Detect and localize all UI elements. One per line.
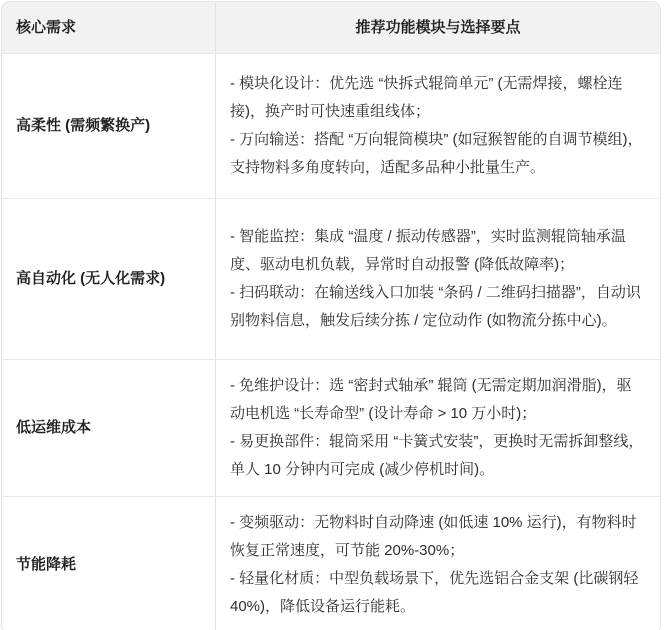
requirement-label: 低运维成本 xyxy=(16,419,92,436)
requirement-label: 节能降耗 xyxy=(16,556,77,573)
bullet-line: - 易更换部件：辊筒采用 “卡簧式安装”，更换时无需拆卸整线，单人 10 分钟内可完成 (减少停机时间)。 xyxy=(230,433,644,478)
bullet-line: - 模块化设计：优先选 “快拆式辊筒单元” (无需焊接，螺栓连接)，换产时可快速重组线体； xyxy=(230,75,623,120)
bullet-line: - 变频驱动：无物料时自动降速 (如低速 10% 运行)，有物料时恢复正常速度，可节能 20%-30%； xyxy=(230,514,637,559)
bullet-line: - 万向输送：搭配 “万向辊筒模块” (如冠猴智能的自调节模组)，支持物料多角度转向，适配多品种小批量生产。 xyxy=(230,131,643,176)
requirement-cell xyxy=(2,199,216,359)
bullet-line: - 免维护设计：选 “密封式轴承” 辊筒 (无需定期加润滑脂)，驱动电机选 “长寿命型” (设计寿命 > 10 万小时)； xyxy=(230,377,632,422)
requirement-label: 高自动化 (无人化需求) xyxy=(16,270,166,287)
bullet-line: - 扫码联动：在输送线入口加装 “条码 / 二维码扫描器”，自动识别物料信息，触发后续分拣 / 定位动作 (如物流分拣中心)。 xyxy=(230,284,641,329)
details-cell xyxy=(216,199,660,359)
requirement-label: 高柔性 (需频繁换产) xyxy=(16,117,151,134)
bullet-line: - 轻量化材质：中型负载场景下，优先选铝合金支架 (比碳钢轻 40%)，降低设备运行能耗。 xyxy=(230,570,639,615)
details-cell xyxy=(216,54,660,198)
requirements-table xyxy=(1,1,661,630)
details-cell xyxy=(216,497,660,630)
table-row xyxy=(2,496,660,630)
header-cell-core-requirement xyxy=(2,2,216,53)
table-header-row xyxy=(2,2,660,53)
requirement-cell xyxy=(2,497,216,630)
details-cell xyxy=(216,360,660,496)
table-row xyxy=(2,359,660,496)
bullet-line: - 智能监控：集成 “温度 / 振动传感器”，实时监测辊筒轴承温度、驱动电机负载，异常时自动报警 (降低故障率)； xyxy=(230,228,626,273)
header-label-core-requirement: 核心需求 xyxy=(16,19,77,36)
header-cell-recommendations xyxy=(216,2,660,53)
table-row xyxy=(2,198,660,359)
table-row xyxy=(2,53,660,198)
header-label-recommendations: 推荐功能模块与选择要点 xyxy=(355,19,521,36)
requirement-cell xyxy=(2,360,216,496)
requirement-cell xyxy=(2,54,216,198)
